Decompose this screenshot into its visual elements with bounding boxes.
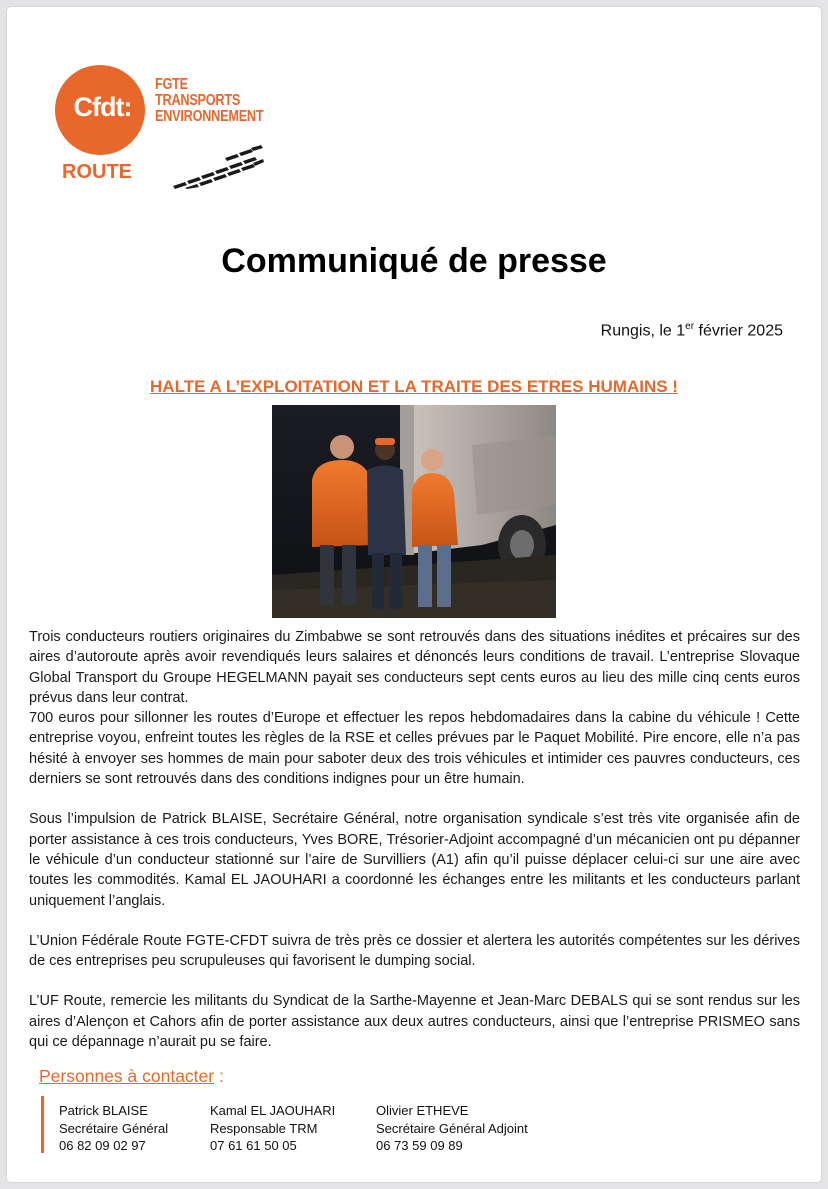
contact-card-3 — [376, 1102, 528, 1155]
paragraph-1: Trois conducteurs routiers originaires du Zimbabwe se sont retrouvés dans des situations inédites et précaires sur des aires d’autoroute après avoir revendiqués leurs salaires et dénoncés leurs conditions de travail. L’entreprise Slovaque Global Transport du Groupe HEGELMANN payait ses conducteurs sept cents euros au lieu des mille cinq cents euros prévus dans leur contrat. — [29, 629, 800, 706]
page-title: Communiqué de presse — [221, 242, 607, 280]
contacts-title — [39, 1066, 224, 1087]
logo-cfdt-text: Cfdt: — [73, 92, 132, 122]
date-sup: er — [685, 321, 695, 332]
headline: HALTE A L’EXPLOITATION ET LA TRAITE DES ETRES HUMAINS ! — [150, 377, 678, 396]
logo-fed-line-2: TRANSPORTS — [155, 92, 241, 109]
contact-role: Responsable TRM — [210, 1120, 318, 1136]
date-suffix: février 2025 — [694, 322, 783, 340]
contact-name: Patrick BLAISE — [59, 1103, 148, 1118]
contact-role: Secrétaire Général — [59, 1120, 169, 1136]
document-page — [7, 7, 821, 1182]
contact-name: Olivier ETHEVE — [376, 1103, 469, 1118]
logo-fed-line-3: ENVIRONNEMENT — [155, 108, 264, 125]
logo-federation — [155, 77, 263, 125]
contacts-title-label: Personnes à contacter — [39, 1066, 215, 1086]
logo-fed-line-1: FGTE — [155, 76, 188, 93]
cfdt-logo — [55, 62, 270, 192]
contact-card-2 — [210, 1102, 335, 1155]
contacts-title-suffix: : — [214, 1066, 224, 1086]
contact-role: Secrétaire Général Adjoint — [376, 1120, 528, 1136]
logo-route-text: ROUTE — [62, 161, 132, 183]
tire-tracks-icon — [165, 144, 265, 189]
body-text — [29, 627, 800, 1072]
contacts-accent-bar — [41, 1096, 44, 1153]
contact-name: Kamal EL JAOUHARI — [210, 1103, 336, 1118]
paragraph-5: L’UF Route, remercie les militants du Syndicat de la Sarthe-Mayenne et Jean-Marc DEBALS qui se sont rendus sur les aires d’Alençon et Cahors afin de porter assistance aux deux autres conducteurs, ainsi que l’entreprise PRISMEO sans qui ce dépannage n’aurait pu se faire. — [29, 993, 800, 1051]
paragraph-3: Sous l’impulsion de Patrick BLAISE, Secrétaire Général, notre organisation syndicale s’est très vite organisée afin de porter assistance à ces trois conducteurs, Yves BORE, Trésorier-Adjoint accompagné d’un mécanicien ont pu dépanner le véhicule d’un conducteur stationné sur l’aire de Survilliers (A1) afin qu’il puisse déplacer celui-ci sur une aire avec toutes les commodités. Kamal EL JAOUHARI a coordonné les échanges entre les militants et les conducteurs parlant uniquement l’anglais. — [29, 811, 800, 909]
date-prefix: Rungis, le 1 — [600, 322, 686, 340]
contact-phone[interactable]: 06 73 59 09 89 — [376, 1138, 463, 1153]
contact-phone[interactable]: 07 61 61 50 05 — [210, 1138, 297, 1153]
paragraph-2: 700 euros pour sillonner les routes d’Europe et effectuer les repos hebdomadaires dans la cabine du véhicule ! Cette entreprise voyou, enfreint toutes les règles de la RSE et celles prévues par le Paquet Mobilité. Pire encore, elle n’a pas hésité à envoyer ses hommes de main pour saboter deux des trois véhicules et intimider ces pauvres conducteurs, ces derniers se sont retrouvés dans des conditions indignes pour un être humain. — [29, 710, 800, 788]
paragraph-4: L’Union Fédérale Route FGTE-CFDT suivra de très près ce dossier et alertera les autorités compétentes sur les dérives de ces entreprises peu scrupuleuses qui favorisent le dumping social. — [29, 932, 800, 970]
contact-phone[interactable]: 06 82 09 02 97 — [59, 1138, 146, 1153]
photo-three-men-icon — [272, 405, 556, 618]
document-date — [601, 321, 783, 340]
contact-card-1 — [59, 1102, 168, 1155]
